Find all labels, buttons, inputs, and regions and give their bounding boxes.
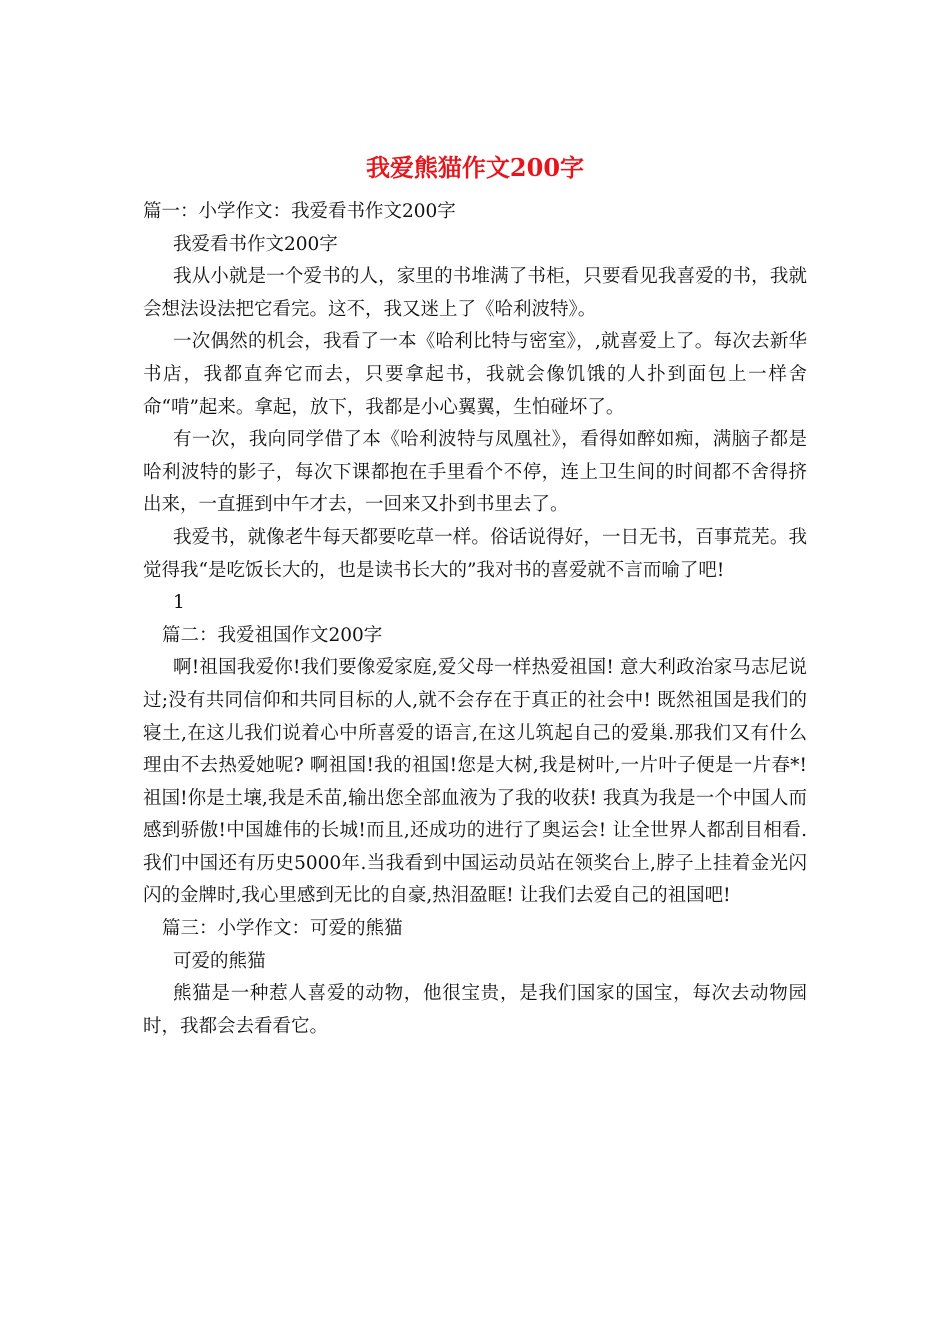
section-heading-3: 篇三：小学作文：可爱的熊猫 <box>162 918 403 940</box>
section-heading-1: 篇一：小学作文：我爱看书作文200字 <box>143 201 456 222</box>
section-heading-2: 篇二：我爱祖国作文200字 <box>162 624 383 646</box>
paragraph: 我从小就是一个爱书的人，家里的书堆满了书柜，只要看见我喜爱的书，我就会想法设法把它看完。这不，我又迷上了《哈利波特》。 <box>143 266 807 320</box>
page-number: 1 <box>173 592 185 614</box>
document-body <box>143 196 807 1043</box>
document-title: 我爱熊猫作文200字 <box>365 153 585 182</box>
paragraph: 啊!祖国我爱你!我们要像爱家庭,爱父母一样热爱祖国! 意大利政治家马志尼说过;没有共同信仰和共同目标的人,就不会存在于真正的社会中! 既然祖国是我们的寝土,在这儿我们说着心中所喜爱的语言,在这儿筑起自己的爱巢.那我们又有什么理由不去热爱她呢? 啊祖国!我的祖国!您是大树,我是树叶,一片叶子便是一片春*!祖国!你是土壤,我是禾苗,输出您全部血液为了我的收获! 我真为我是一个中国人而感到骄傲!中国雄伟的长城!而且,还成功的进行了奥运会! 让全世界人都刮目相看.我们中国还有历史5000年.当我看到中国运动员站在领奖台上,脖子上挂着金光闪闪的金牌时,我心里感到无比的自豪,热泪盈眶! 让我们去爱自己的祖国吧! <box>143 657 807 907</box>
section-subtitle-3: 可爱的熊猫 <box>173 950 266 972</box>
paragraph: 我爱书，就像老牛每天都要吃草一样。俗话说得好，一日无书，百事荒芜。我觉得我“是吃饭长大的，也是读书长大的”我对书的喜爱就不言而喻了吧! <box>143 526 807 581</box>
paragraph: 有一次，我向同学借了本《哈利波特与凤凰社》，看得如醉如痴，满脑子都是哈利波特的影子，每次下课都抱在手里看个不停，连上卫生间的时间都不舍得挤出来，一直捱到中午才去，一回来又扑到书里去了。 <box>143 429 807 516</box>
section-subtitle-1: 我爱看书作文200字 <box>173 233 338 255</box>
paragraph: 熊猫是一种惹人喜爱的动物，他很宝贵，是我们国家的国宝，每次去动物园时，我都会去看看它。 <box>143 983 807 1037</box>
paragraph: 一次偶然的机会，我看了一本《哈利比特与密室》，,就喜爱上了。每次去新华书店，我都直奔它而去，只要拿起书，我就会像饥饿的人扑到面包上一样舍命“啃”起来。拿起，放下，我都是小心翼翼，生怕碰坏了。 <box>143 331 807 418</box>
